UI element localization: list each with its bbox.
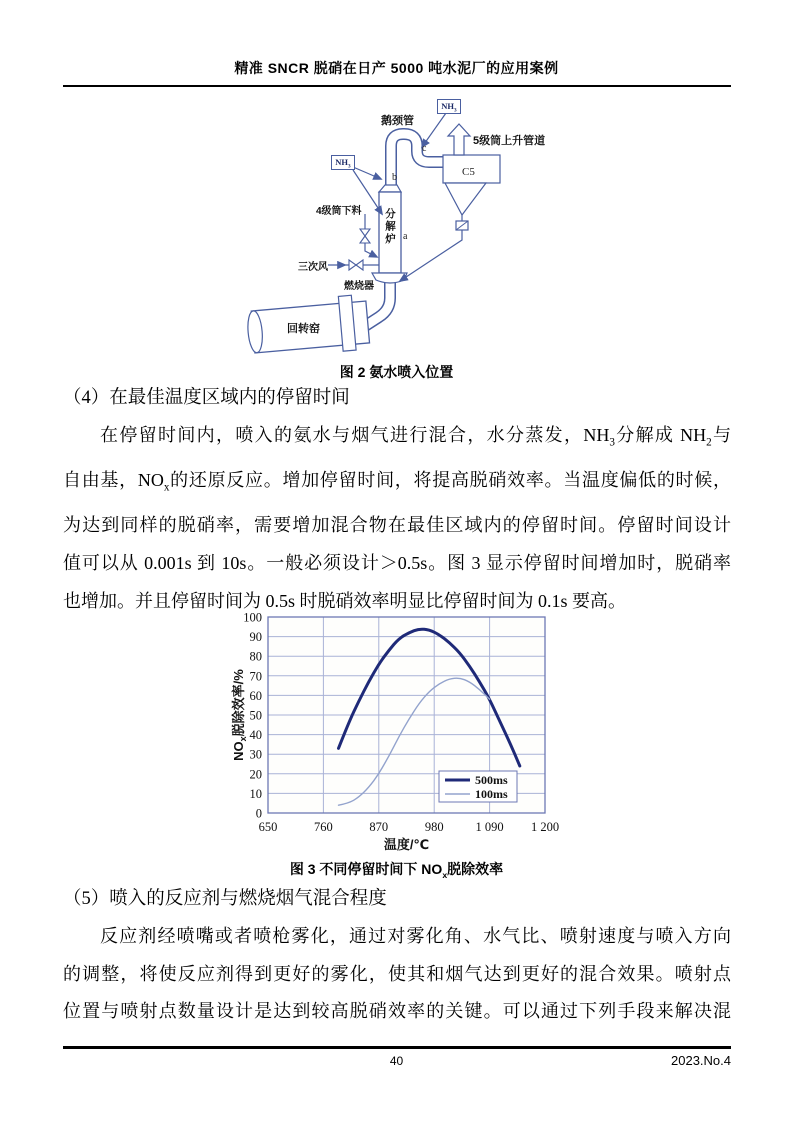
- section5-heading: （5）喷入的反应剂与燃烧烟气混合程度: [63, 889, 387, 909]
- paragraph-line: 为达到同样的脱硝率，需要增加混合物在最佳区域内的停留时间。停留时间设计: [63, 515, 731, 536]
- x-tick-label: 980: [424, 820, 444, 834]
- paragraph-line: 也增加。并且停留时间为 0.5s 时脱硝效率明显比停留时间为 0.1s 要高。: [63, 590, 627, 611]
- stage4-valve-bottom: [360, 236, 370, 243]
- rotary-kiln-label: 回转窑: [287, 323, 320, 335]
- burner-flange: [372, 273, 407, 283]
- y-tick-label: 10: [249, 786, 262, 801]
- footer-page-number: 40: [389, 1054, 404, 1068]
- y-tick-label: 50: [249, 708, 262, 723]
- c5-return-duct-line: [400, 230, 462, 281]
- figure3-chart: [230, 608, 575, 858]
- footer-issue: 2023.No.4: [671, 1053, 731, 1068]
- x-tick-label: 870: [369, 820, 389, 834]
- stage4-valve-top: [360, 229, 370, 236]
- y-tick-label: 90: [249, 630, 262, 645]
- nh3-top-arrow: [422, 113, 446, 147]
- burner-label: 燃烧器: [344, 281, 374, 292]
- x-tick-label: 1 090: [475, 820, 504, 834]
- section4-paragraph: [63, 417, 731, 620]
- point-a-label: a: [403, 231, 408, 242]
- x-tick-label: 760: [314, 820, 333, 834]
- y-tick-label: 30: [249, 747, 262, 762]
- footer-rule: [63, 1046, 731, 1049]
- y-tick-label: 0: [255, 806, 262, 821]
- tertiary-air-label: 三次风: [298, 262, 328, 273]
- y-tick-label: 40: [249, 728, 262, 743]
- y-axis-title: $NO_x$脱除效率/%: [231, 669, 248, 761]
- y-tick-label: 70: [249, 669, 262, 684]
- tertiary-valve-right: [356, 260, 363, 270]
- page-header-title: 精准 SNCR 脱硝在日产 5000 吨水泥厂的应用案例: [234, 60, 559, 76]
- c5-cyclone-cone: [445, 183, 486, 215]
- figure3-caption: 图 3 不同停留时间下 $NO_x$脱除效率: [289, 861, 504, 880]
- stage4-feed-line-bottom: [365, 243, 377, 257]
- paragraph-line: 反应剂经喷嘴或者喷枪雾化，通过对雾化角、水气比、喷射速度与喷入方向: [100, 926, 731, 946]
- figure2-caption: 图 2 氨水喷入位置: [339, 364, 454, 380]
- gooseneck-label: 鹅颈管: [381, 115, 414, 127]
- point-c-label: c: [422, 143, 427, 154]
- c5-label: C5: [462, 166, 475, 178]
- y-tick-label: 20: [249, 767, 262, 782]
- x-tick-label: 1 200: [530, 820, 560, 834]
- y-tick-label: 100: [243, 610, 262, 625]
- furnace-neck: [379, 185, 401, 192]
- tertiary-valve-left: [349, 260, 356, 270]
- decomposer-label: 分解炉: [384, 208, 396, 246]
- point-b-label: b: [392, 172, 397, 183]
- y-tick-label: 80: [249, 649, 262, 664]
- nh3-left-tag: $NH_3$: [331, 155, 355, 170]
- header-rule: [63, 85, 731, 87]
- riser5-label: 5级筒上升管道: [473, 135, 546, 147]
- paragraph-line: 自由基，$NO_x$的还原反应。增加停留时间，将提高脱硝效率。当温度偏低的时候，: [63, 470, 731, 494]
- paragraph-line: 位置与喷射点数量设计是达到较高脱硝效率的关键。可以通过下列手段来解决混: [63, 1001, 731, 1022]
- paragraph-line: 的调整，将使反应剂得到更好的雾化，使其和烟气达到更好的混合效果。喷射点: [63, 963, 731, 984]
- x-axis-title: 温度/℃: [383, 837, 430, 852]
- x-tick-label: 650: [258, 820, 278, 834]
- section4-heading: （4）在最佳温度区域内的停留时间: [63, 388, 350, 408]
- legend-label-100ms: 100ms: [475, 787, 508, 801]
- stage4-feed-label: 4级筒下料: [316, 206, 362, 217]
- nh3-top-tag: $NH_3$: [437, 99, 461, 114]
- riser5-up-arrow: [448, 124, 470, 155]
- paragraph-line: 在停留时间内，喷入的氨水与烟气进行混合，水分蒸发，$NH_3$分解成 $NH_2$与: [100, 425, 732, 449]
- section5-paragraph: [63, 918, 731, 1031]
- legend-label-500ms: 500ms: [475, 773, 508, 787]
- paragraph-line: 值可以从 0.001s 到 10s。一般必须设计＞0.5s。图 3 显示停留时间增加时，脱硝率: [63, 552, 731, 573]
- y-tick-label: 60: [249, 688, 262, 703]
